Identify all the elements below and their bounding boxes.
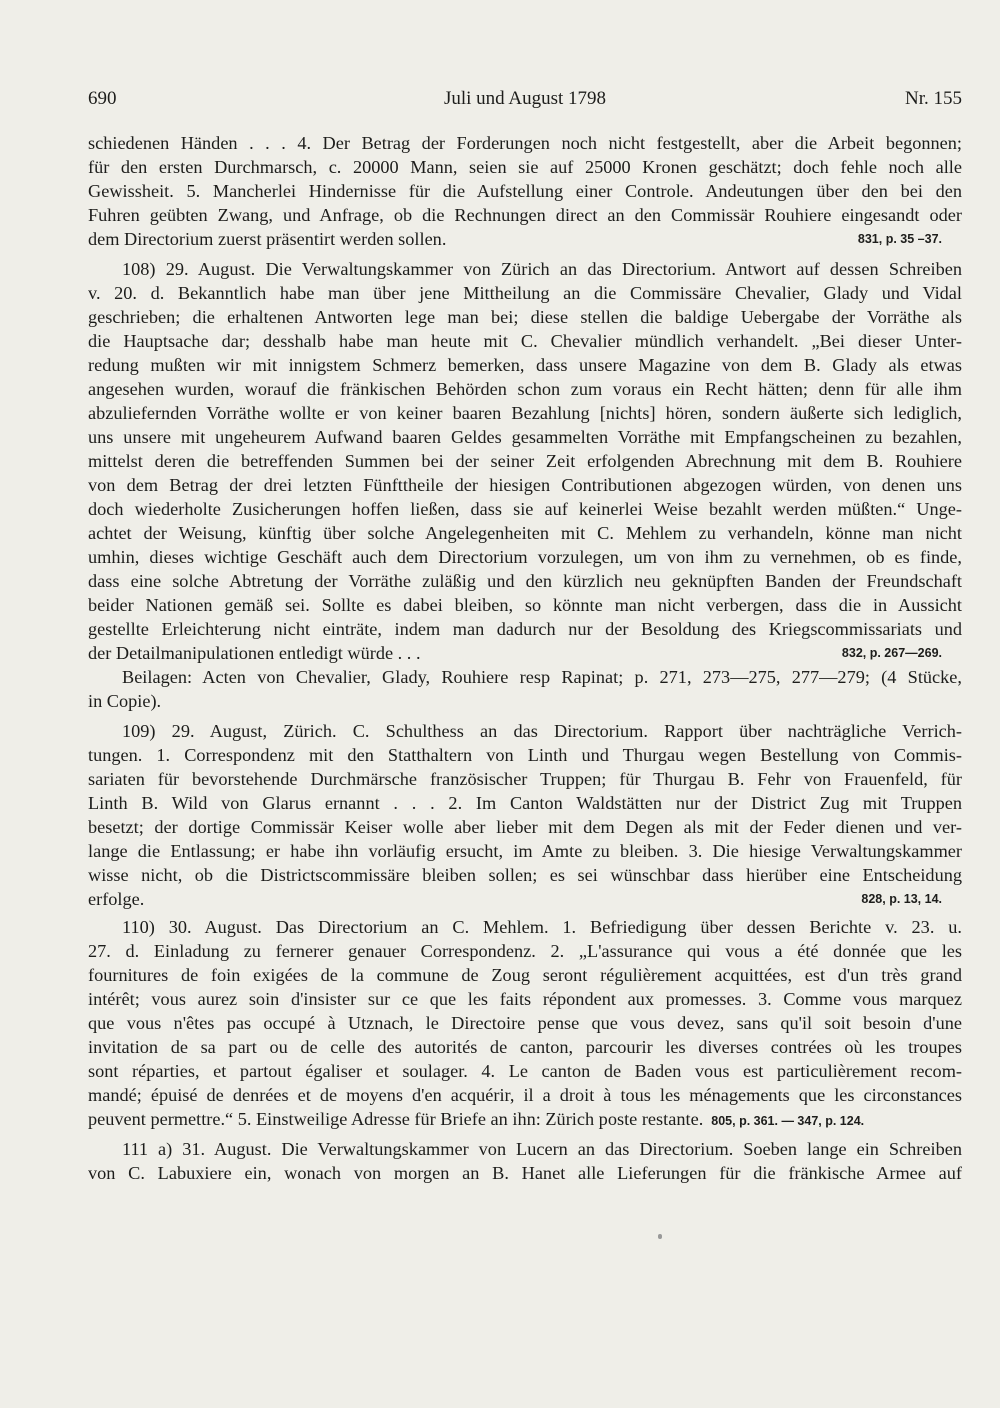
text-line: redung mußten wir mit innigstem Schmerz bemerken, dass unsere Magazine von dem B. Glady als etwas bbox=[88, 355, 962, 375]
text-line: intérêt; vous aurez soin d'insister sur ce que les faits répondent aux promesses. 3. Comme vous marquez bbox=[88, 989, 962, 1009]
entry-110-heading: 110) 30. August. Das Directorium an C. Mehlem. 1. Befriedigung über dessen Berichte v. 23. u. bbox=[122, 917, 962, 937]
entry-109-heading: 109) 29. August, Zürich. C. Schulthess an das Directorium. Rapport über nachträgliche Verrich- bbox=[122, 721, 962, 741]
text-line: sariaten für bevorstehende Durchmärsche französischer Truppen; für Thurgau B. Fehr von Frauenfeld, für bbox=[88, 769, 962, 789]
page-header bbox=[88, 88, 962, 116]
text-line: geschrieben; die erhaltenen Antworten lege man bei; diese stellen die baldige Uebergabe der Vorräthe als bbox=[88, 307, 962, 327]
archive-reference: 805, p. 361. — 347, p. 124. bbox=[711, 1114, 865, 1128]
text-line bbox=[88, 887, 962, 911]
text-line: Fuhren geübten Zwang, und Anfrage, ob die Rechnungen direct an den Commissär Rouhiere eingesandt oder bbox=[88, 205, 962, 225]
line-text: erfolge. bbox=[88, 889, 145, 909]
text-line: die Hauptsache dar; desshalb habe man heute mit C. Chevalier mündlich verhandelt. „Bei dieser Unter- bbox=[88, 331, 962, 351]
archive-reference: 831, p. 35 –37. bbox=[857, 232, 942, 246]
text-line: von dem Betrag der drei letzten Fünfttheile der hiesigen Contributionen abgezogen würden, von denen uns bbox=[88, 475, 962, 495]
line-text: dem Directorium zuerst präsentirt werden sollen. bbox=[88, 229, 447, 249]
text-line: uns unsere mit ungeheurem Aufwand baaren Geldes gesammelten Vorräthe mit Empfangscheinen zu bezahlen, bbox=[88, 427, 962, 447]
text-line bbox=[88, 641, 962, 665]
text-line: mittelst deren die betreffenden Summen bei der seiner Zeit erfolgenden Abrechnung mit dem B. Rouhiere bbox=[88, 451, 962, 471]
text-line: abzuliefernden Vorräthe wollte er von keiner baaren Bezahlung [nichts] hören, sondern äußerte sich lediglich, bbox=[88, 403, 962, 423]
text-line: que vous n'êtes pas occupé à Utznach, le Directoire pense que vous devez, sans qu'il soit besoin d'une bbox=[88, 1013, 962, 1033]
text-line: für den ersten Durchmarsch, c. 20000 Mann, seien sie auf 25000 Kronen geschätzt; doch fehle noch alle bbox=[88, 157, 962, 177]
line-text: der Detailmanipulationen entledigt würde . . . bbox=[88, 643, 421, 663]
entry-111a-heading: 111 a) 31. August. Die Verwaltungskammer von Lucern an das Directorium. Soeben lange ein Schreiben bbox=[122, 1139, 962, 1159]
text-line: schiedenen Händen . . . 4. Der Betrag der Forderungen noch nicht festgestellt, aber die Arbeit begonnen; bbox=[88, 133, 962, 153]
text-line: wisse nicht, ob die Districtscommissäre bleiben sollen; es sei wünschbar dass hierüber eine Entscheidung bbox=[88, 865, 962, 885]
text-line: tungen. 1. Correspondenz mit den Statthaltern von Linth und Thurgau wegen Bestellung von Commis- bbox=[88, 745, 962, 765]
archive-reference: 832, p. 267—269. bbox=[841, 646, 942, 660]
text-line: von C. Labuxiere ein, wonach von morgen an B. Hanet alle Lieferungen für die fränkische Armee auf bbox=[88, 1163, 962, 1183]
text-line: fournitures de foin exigées de la commune de Zoug seront régulièrement acquittées, est d'un très grand bbox=[88, 965, 962, 985]
text-line: doch wiederholte Zusicherungen hoffen ließen, dass sie auf keinerlei Weise bezahlt werden müßten.“ Unge- bbox=[88, 499, 962, 519]
text-line: in Copie). bbox=[88, 691, 162, 711]
text-line: lange die Entlassung; er habe ihn vorläufig ersucht, im Amte zu bleiben. 3. Die hiesige Verwaltungskammer bbox=[88, 841, 962, 861]
issue-number: Nr. 155 bbox=[905, 88, 962, 109]
text-line: mandé; épuisé de denrées et de moyens d'en acquérir, il a droit à tous les ménagements que les circonstances bbox=[88, 1085, 962, 1105]
paper-speck bbox=[658, 1234, 662, 1239]
text-line bbox=[88, 227, 962, 251]
text-line: invitation de sa part ou de celle des autorités de canton, parcourir les diverses contrées où les troupes bbox=[88, 1037, 962, 1057]
line-text: peuvent permettre.“ 5. Einstweilige Adresse für Briefe an ihn: Zürich poste restante. bbox=[88, 1109, 704, 1129]
text-line: Linth B. Wild von Glarus ernannt . . . 2. Im Canton Waldstätten nur der District Zug mit Truppen bbox=[88, 793, 962, 813]
text-line bbox=[88, 1107, 962, 1131]
text-line: gestellte Erleichterung nicht einträte, indem man dadurch nur der Besoldung des Kriegscommissariats und bbox=[88, 619, 962, 639]
text-line: achtet der Weisung, künftig über solche Angelegenheiten mit C. Mehlem zu verhandeln, könne man nicht bbox=[88, 523, 962, 543]
text-line: 27. d. Einladung zu fernerer genauer Correspondenz. 2. „L'assurance qui vous a été donnée que les bbox=[88, 941, 962, 961]
entry-108-heading: 108) 29. August. Die Verwaltungskammer von Zürich an das Directorium. Antwort auf dessen Schreiben bbox=[122, 259, 962, 279]
text-line: dass eine solche Abtretung der Vorräthe zuläßig und den kürzlich neu geknüpften Banden der Freundschaft bbox=[88, 571, 962, 591]
text-line: angesehen wurden, worauf die fränkischen Behörden schon zum voraus ein Recht hätten; denn für alle ihm bbox=[88, 379, 962, 399]
text-line: besetzt; der dortige Commissär Keiser wolle aber lieber mit dem Degen als mit der Feder dienen und ver- bbox=[88, 817, 962, 837]
attachments-line: Beilagen: Acten von Chevalier, Glady, Rouhiere resp Rapinat; p. 271, 273—275, 277—279; (4 Stücke, bbox=[122, 667, 962, 687]
text-line: umhin, dieses wichtige Geschäft auch dem Directorium vorzulegen, um von ihm zu vernehmen, ob es finde, bbox=[88, 547, 962, 567]
page-number: 690 bbox=[88, 88, 117, 109]
text-line: sont réparties, et partout égaliser et soulager. 4. Le canton de Baden vous est particulièrement recom- bbox=[88, 1061, 962, 1081]
running-title: Juli und August 1798 bbox=[443, 88, 607, 109]
text-line: v. 20. d. Bekanntlich habe man über jene Mittheilung an die Commissäre Chevalier, Glady und Vidal bbox=[88, 283, 962, 303]
text-line: beider Nationen gemäß sei. Sollte es dabei bleiben, so könnte man nicht verbergen, dass die in Aussicht bbox=[88, 595, 962, 615]
text-line: Gewissheit. 5. Mancherlei Hindernisse für die Aufstellung einer Controle. Andeutungen über den bei den bbox=[88, 181, 962, 201]
archive-reference: 828, p. 13, 14. bbox=[861, 892, 942, 906]
